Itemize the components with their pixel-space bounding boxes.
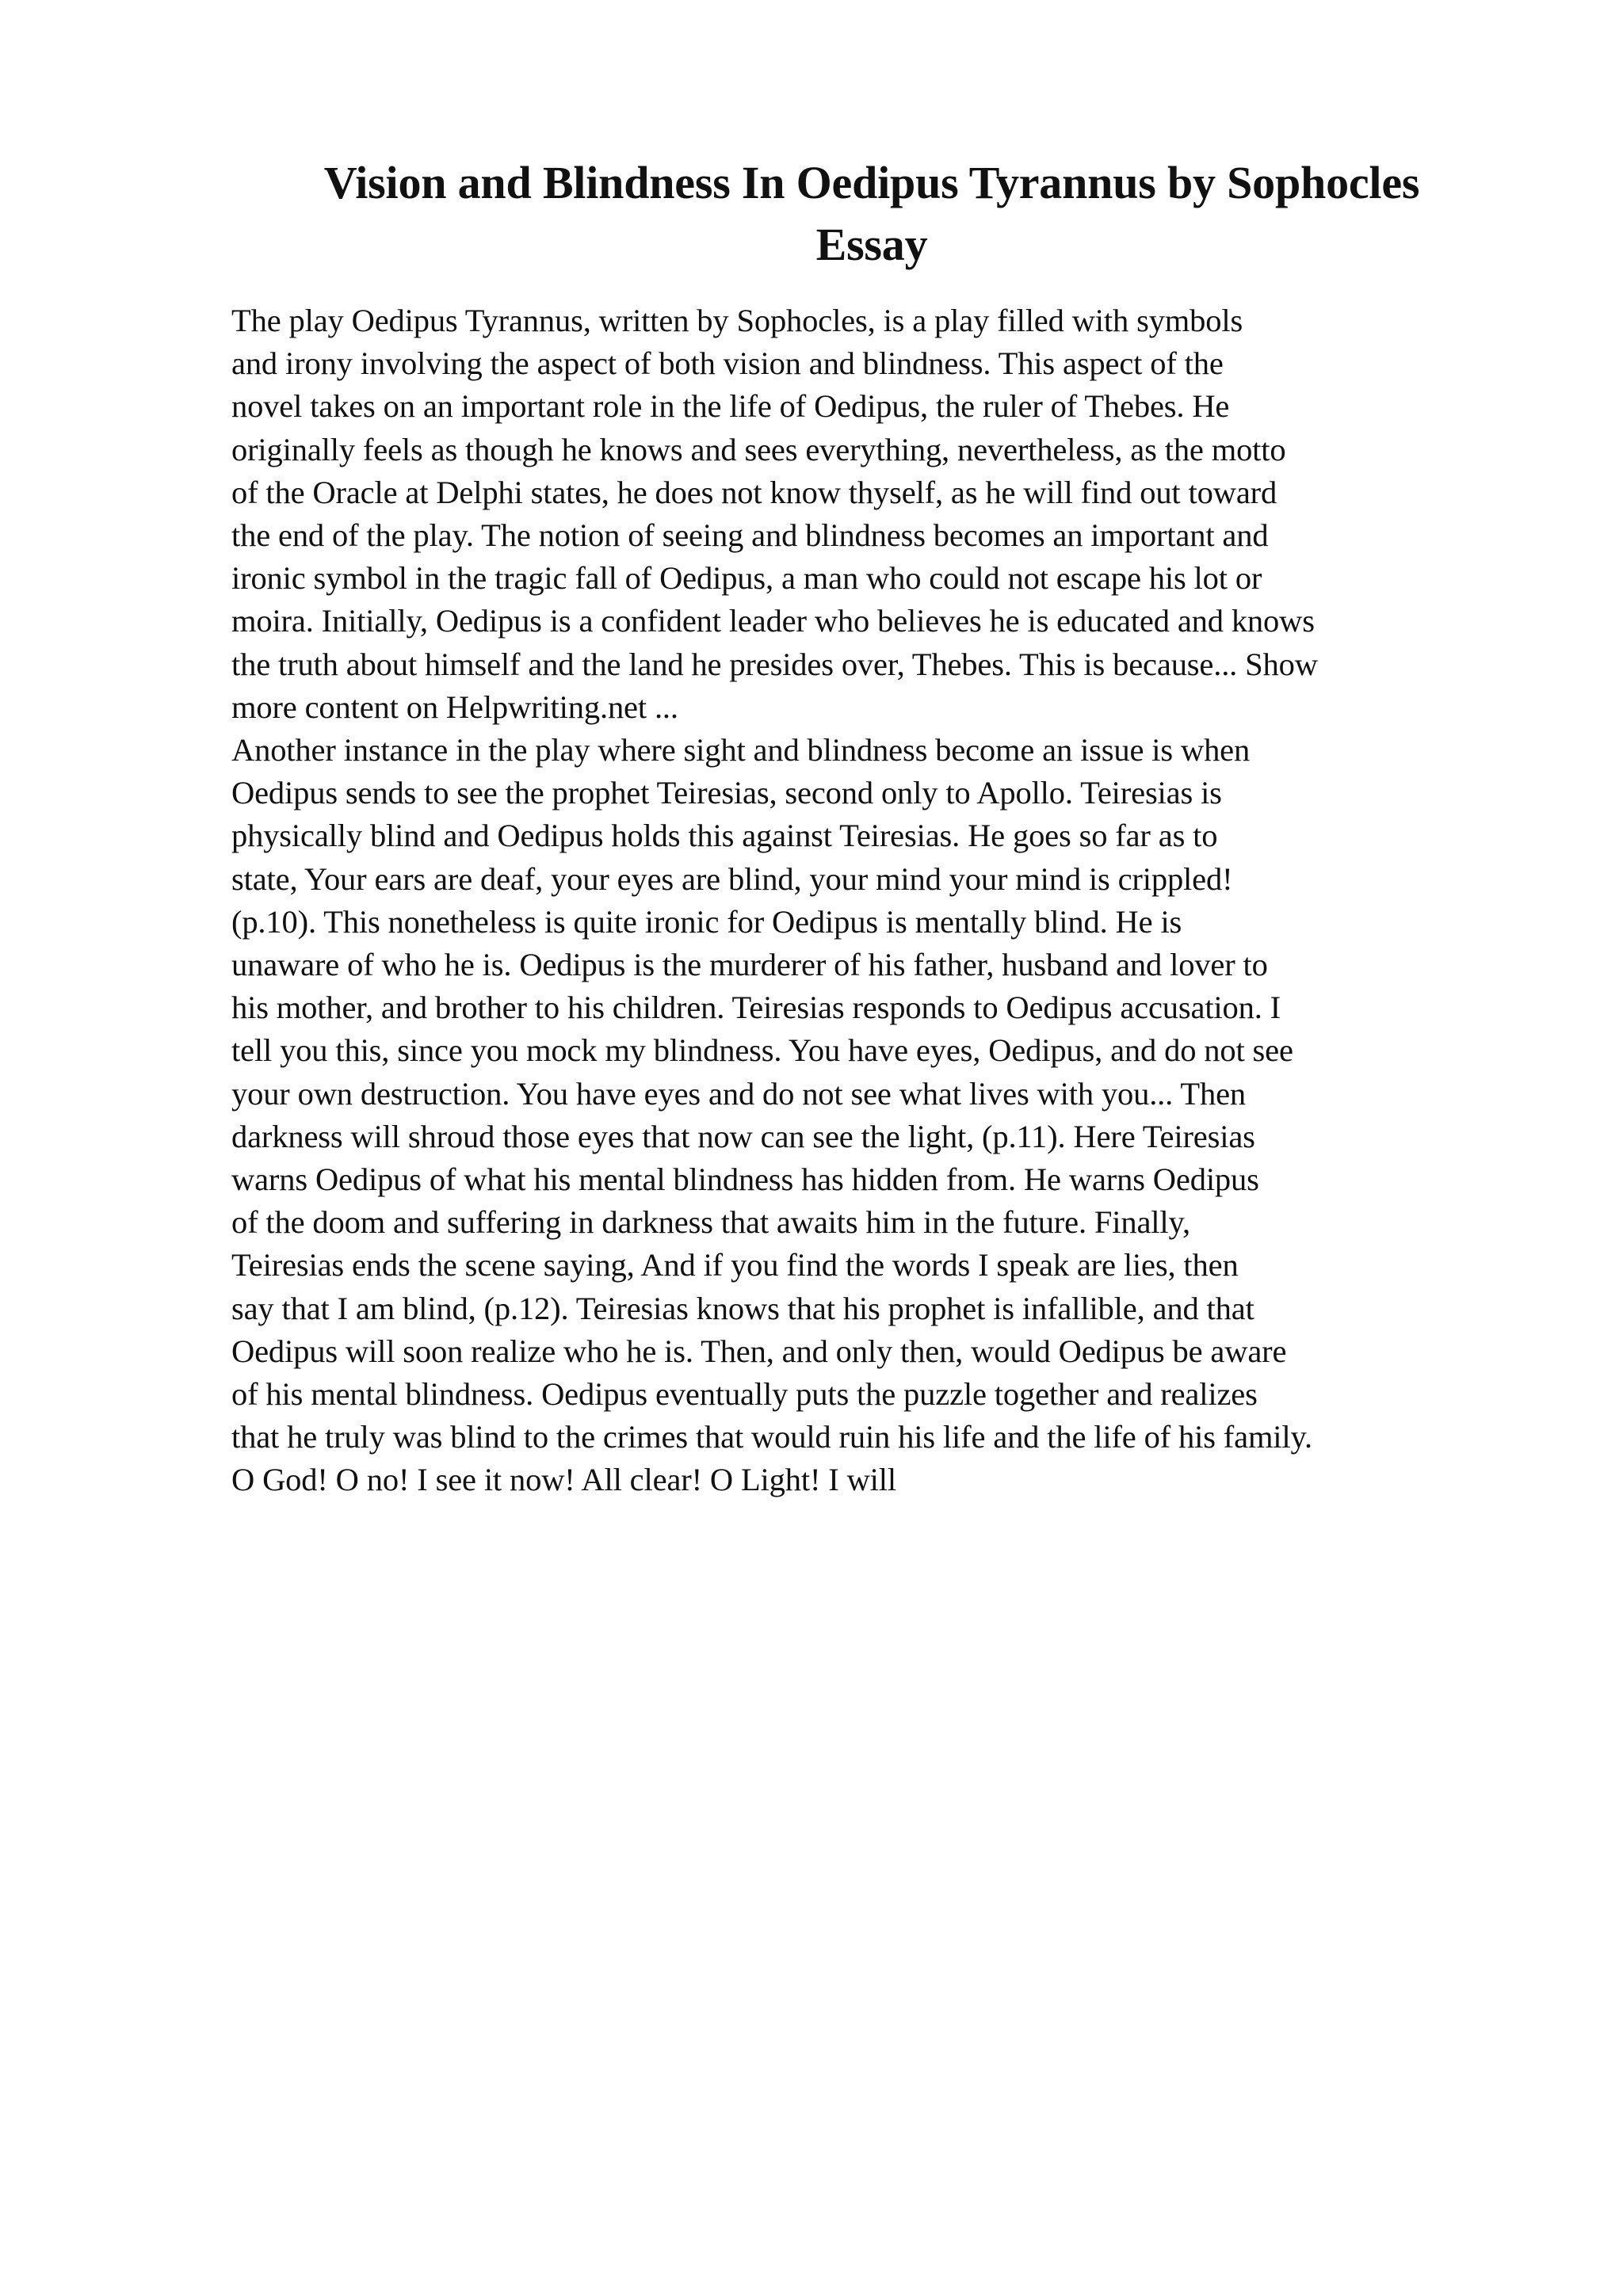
body-line: of the Oracle at Delphi states, he does not know thyself, as he will find out toward	[231, 474, 1277, 510]
essay-title	[222, 152, 1522, 276]
body-line: of his mental blindness. Oedipus eventually puts the puzzle together and realizes	[231, 1376, 1258, 1413]
body-line: unaware of who he is. Oedipus is the murderer of his father, husband and lover to	[231, 947, 1268, 983]
body-line: of the doom and suffering in darkness that awaits him in the future. Finally,	[231, 1204, 1190, 1241]
body-line: O God! O no! I see it now! All clear! O Light! I will	[231, 1462, 896, 1498]
body-line: his mother, and brother to his children. Teiresias responds to Oedipus accusation. I	[231, 990, 1281, 1026]
body-line: ironic symbol in the tragic fall of Oedipus, a man who could not escape his lot or	[231, 560, 1262, 597]
body-line: the end of the play. The notion of seeing and blindness becomes an important and	[231, 517, 1269, 554]
body-line: The play Oedipus Tyrannus, written by Sophocles, is a play filled with symbols	[231, 303, 1243, 338]
body-line: moira. Initially, Oedipus is a confident leader who believes he is educated and knows	[231, 603, 1315, 639]
body-line: darkness will shroud those eyes that now can see the light, (p.11). Here Teiresias	[231, 1118, 1255, 1154]
body-line: warns Oedipus of what his mental blindness has hidden from. He warns Oedipus	[231, 1161, 1259, 1198]
body-line: Another instance in the play where sight and blindness become an issue is when	[231, 732, 1251, 769]
body-line: the truth about himself and the land he presides over, Thebes. This is because... Show	[231, 646, 1318, 682]
body-line: Oedipus sends to see the prophet Teiresias, second only to Apollo. Teiresias is	[231, 775, 1222, 811]
body-line: Oedipus will soon realize who he is. Then, and only then, would Oedipus be aware	[231, 1333, 1287, 1369]
body-line: state, Your ears are deaf, your eyes are blind, your mind your mind is crippled!	[231, 860, 1233, 897]
essay-body	[231, 299, 1531, 1502]
body-line: say that I am blind, (p.12). Teiresias knows that his prophet is infallible, and that	[231, 1290, 1254, 1326]
body-line: more content on Helpwriting.net ...	[231, 688, 678, 725]
body-line: physically blind and Oedipus holds this against Teiresias. He goes so far as to	[231, 818, 1218, 854]
body-line: originally feels as though he knows and sees everything, nevertheless, as the motto	[231, 431, 1286, 467]
body-line: and irony involving the aspect of both vision and blindness. This aspect of the	[231, 345, 1224, 382]
body-line: (p.10). This nonetheless is quite ironic for Oedipus is mentally blind. He is	[231, 903, 1182, 940]
title-line: Vision and Blindness In Oedipus Tyrannus by Sophocles	[323, 157, 1420, 208]
body-line: Teiresias ends the scene saying, And if you find the words I speak are lies, then	[231, 1247, 1239, 1283]
body-line: your own destruction. You have eyes and do not see what lives with you... Then	[231, 1075, 1246, 1112]
title-line: Essay	[815, 219, 928, 270]
body-line: novel takes on an important role in the life of Oedipus, the ruler of Thebes. He	[231, 388, 1230, 425]
body-line: that he truly was blind to the crimes that would ruin his life and the life of his family.	[231, 1419, 1312, 1455]
body-line: tell you this, since you mock my blindness. You have eyes, Oedipus, and do not see	[231, 1032, 1293, 1069]
